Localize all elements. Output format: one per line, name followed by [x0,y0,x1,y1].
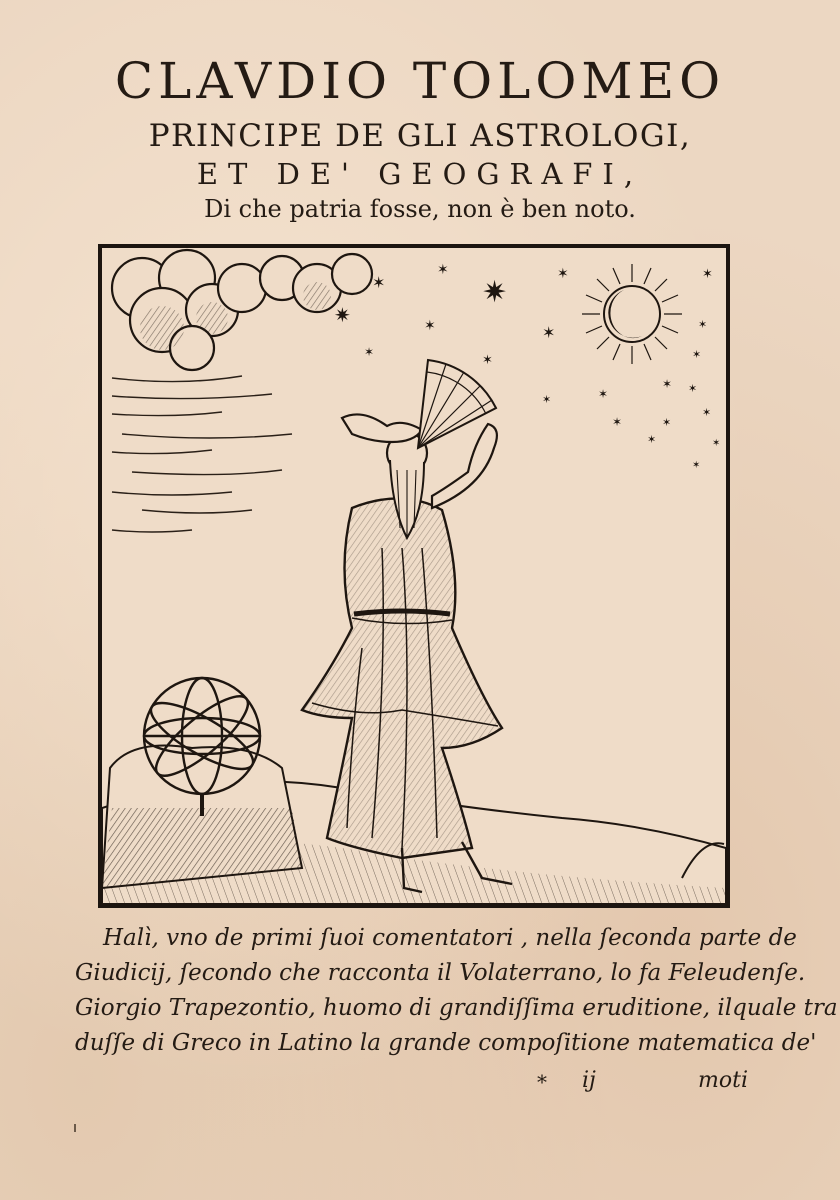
woodcut-illustration [98,244,730,908]
svg-text:✶: ✶ [692,348,702,361]
svg-text:✶: ✶ [662,377,673,391]
body-line-2: Giudicij, ſecondo che racconta il Volaterrano, lo fa Feleudenſe. [75,960,806,986]
svg-text:✶: ✶ [424,318,436,334]
catchword: moti [698,1068,748,1093]
svg-text:✷: ✷ [334,303,351,327]
body-line-1: Halì, vno de primi ſuoi comentatori , nella ſeconda parte de [103,925,797,951]
svg-text:✶: ✶ [702,406,712,419]
svg-text:✶: ✶ [542,393,552,406]
svg-text:✶: ✶ [692,460,701,471]
title-name: CLAVDIO TOLOMEO [114,52,726,110]
moon [582,264,682,364]
svg-text:✷: ✷ [482,275,508,310]
svg-text:✶: ✶ [482,353,493,368]
svg-text:✶: ✶ [712,438,721,449]
svg-text:✶: ✶ [437,262,449,278]
signature-star: * [537,1070,547,1094]
ptolemy-woodcut-graphic [102,248,726,904]
svg-text:✶: ✶ [364,345,375,359]
sky-hatching [112,376,292,532]
body-line-4: duſſe di Greco in Latino la grande compoſitione matematica de' [75,1030,817,1056]
svg-text:✶: ✶ [698,318,708,331]
svg-text:✶: ✶ [688,382,698,395]
svg-text:✶: ✶ [647,433,657,446]
svg-text:✶: ✶ [702,267,713,282]
svg-text:✶: ✶ [372,273,386,292]
signature-mark: ij [582,1068,596,1093]
title-subtitle: Di che patria fosse, non è ben noto. [204,195,636,223]
svg-text:✶: ✶ [598,387,609,401]
body-line-3: Giorgio Trapezontio, huomo di grandiſſima eruditione, ilquale tra [75,995,838,1021]
title-epithet-2: ET DE' GEOGRAFI, [196,157,644,191]
svg-text:✶: ✶ [662,416,672,429]
margin-mark [74,1124,76,1132]
title-epithet: PRINCIPE DE GLI ASTROLOGI, [148,118,692,154]
svg-text:✶: ✶ [612,415,623,429]
svg-text:✶: ✶ [542,323,556,342]
svg-text:✶: ✶ [557,266,569,282]
